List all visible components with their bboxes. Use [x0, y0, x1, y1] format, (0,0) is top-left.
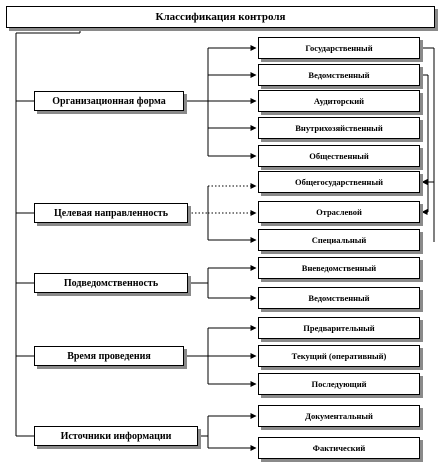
leaf-audit: Аудиторский [258, 90, 420, 112]
diagram-title: Классификация контроля [6, 6, 435, 28]
leaf-state: Государственный [258, 37, 420, 59]
category-target-direction: Целевая направленность [34, 203, 188, 223]
leaf-preliminary: Предварительный [258, 317, 420, 339]
leaf-nationwide: Общегосударственный [258, 171, 420, 193]
leaf-internal: Внутрихозяйственный [258, 117, 420, 139]
leaf-departmental-2: Ведомственный [258, 287, 420, 309]
leaf-special: Специальный [258, 229, 420, 251]
leaf-current: Текущий (оперативный) [258, 345, 420, 367]
leaf-sectoral: Отраслевой [258, 201, 420, 223]
leaf-extradepartmental: Вневедомственный [258, 257, 420, 279]
category-timing: Время проведения [34, 346, 184, 366]
leaf-public: Общественный [258, 145, 420, 167]
category-info-sources: Источники информации [34, 426, 198, 446]
leaf-departmental: Ведомственный [258, 64, 420, 86]
leaf-subsequent: Последующий [258, 373, 420, 395]
category-org-form: Организационная форма [34, 91, 184, 111]
category-subordination: Подведомственность [34, 273, 188, 293]
leaf-documentary: Документальный [258, 405, 420, 427]
leaf-factual: Фактический [258, 437, 420, 459]
